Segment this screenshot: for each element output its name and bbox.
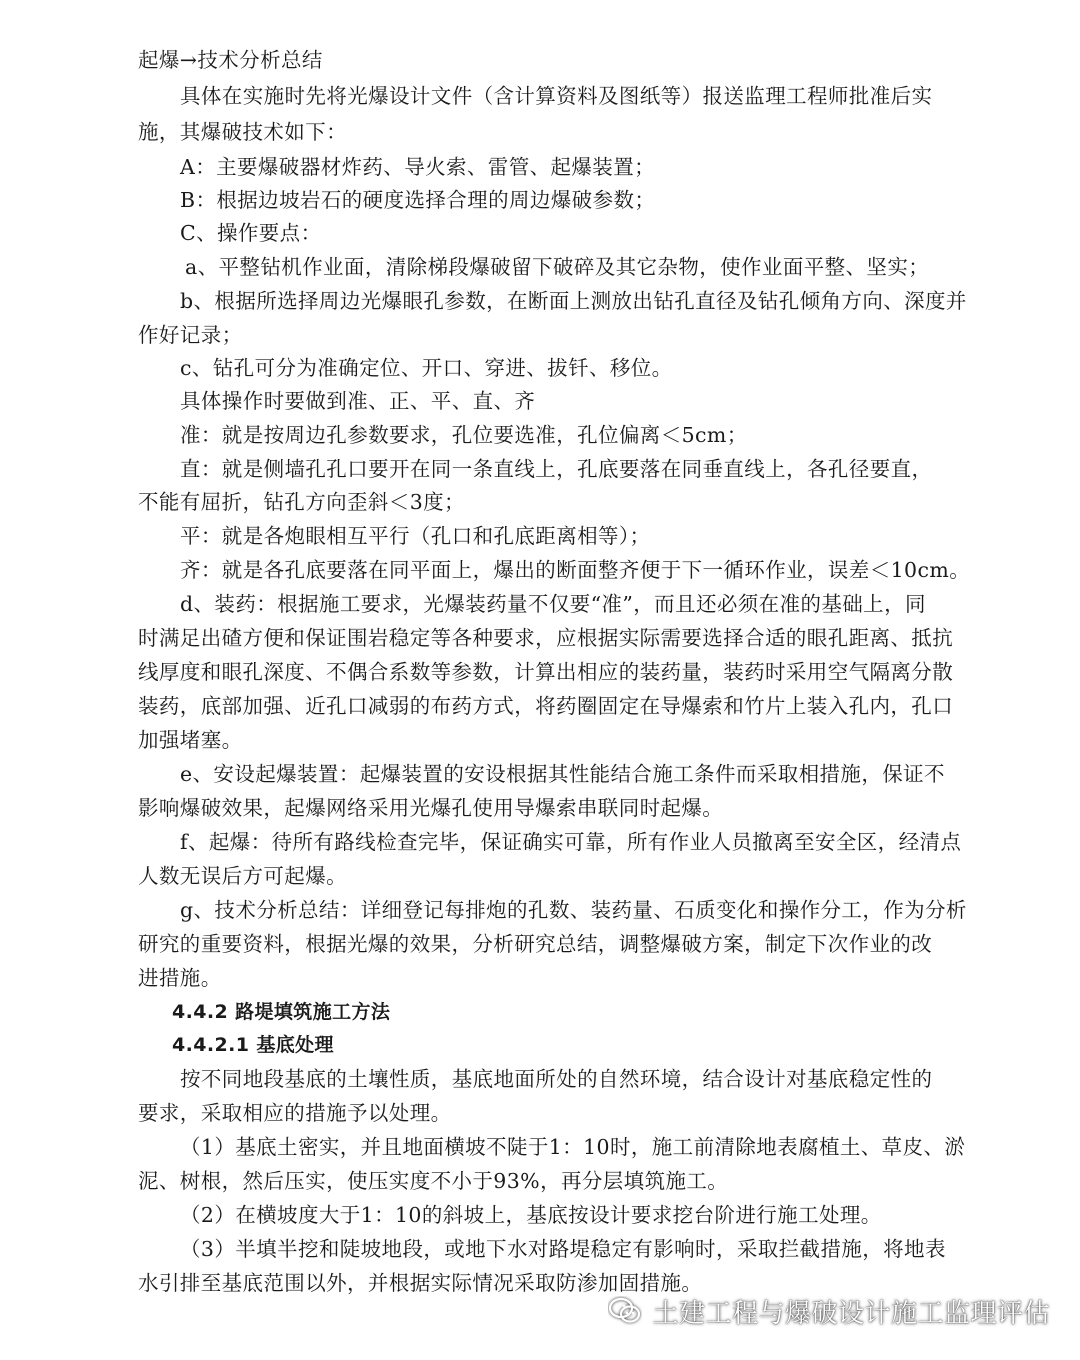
- text-line: 人数无误后方可起爆。: [138, 864, 347, 888]
- text-line: 施，其爆破技术如下：: [138, 120, 347, 144]
- text-line: 研究的重要资料，根据光爆的效果，分析研究总结，调整爆破方案，制定下次作业的改: [138, 932, 933, 956]
- text-line: C、操作要点：: [180, 221, 322, 245]
- text-line: B：根据边坡岩石的硬度选择合理的周边爆破参数；: [180, 188, 656, 212]
- text-line: 进措施。: [138, 966, 222, 990]
- text-line: A：主要爆破器材炸药、导火索、雷管、起爆装置；: [180, 155, 656, 179]
- text-line: 直：就是侧墙孔孔口要开在同一条直线上，孔底要落在同垂直线上，各孔径要直，: [180, 457, 933, 481]
- text-line: d、装药：根据施工要求，光爆装药量不仅要“准”，而且还必须在准的基础上，同: [180, 592, 926, 616]
- text-line: 时满足出碴方便和保证围岩稳定等各种要求，应根据实际需要选择合适的眼孔距离、抵抗: [138, 626, 954, 650]
- text-line: 准：就是按周边孔参数要求，孔位要选准，孔位偏离＜5cm；: [180, 423, 748, 447]
- text-line: b、根据所选择周边光爆眼孔参数，在断面上测放出钻孔直径及钻孔倾角方向、深度并: [180, 289, 967, 313]
- text-line: e、安设起爆装置：起爆装置的安设根据其性能结合施工条件而采取相措施，保证不: [180, 762, 945, 786]
- text-line: 平：就是各炮眼相互平行（孔口和孔底距离相等）；: [180, 524, 651, 548]
- text-line: 加强堵塞。: [138, 728, 243, 752]
- text-line: 起爆→技术分析总结: [138, 48, 323, 72]
- text-line: g、技术分析总结：详细登记每排炮的孔数、装药量、石质变化和操作分工，作为分析: [180, 898, 967, 922]
- text-line: a、平整钻机作业面，清除梯段爆破留下破碎及其它杂物，使作业面平整、坚实；: [185, 255, 930, 279]
- text-line: 装药，底部加强、近孔口减弱的布药方式，将药圈固定在导爆索和竹片上装入孔内，孔口: [138, 694, 954, 718]
- text-line: 线厚度和眼孔深度、不偶合系数等参数，计算出相应的装药量，装药时采用空气隔离分散: [138, 660, 954, 684]
- text-line: 水引排至基底范围以外，并根据实际情况采取防渗加固措施。: [138, 1271, 703, 1295]
- section-heading: 4.4.2 路堤填筑施工方法: [172, 1001, 391, 1023]
- text-line: （1）基底土密实，并且地面横坡不陡于1：10时，施工前清除地表腐植土、草皮、淤: [180, 1135, 966, 1159]
- wechat-icon: [608, 1296, 642, 1326]
- text-line: 要求，采取相应的措施予以处理。: [138, 1101, 452, 1125]
- text-line: c、钻孔可分为准确定位、开口、穿进、拔钎、移位。: [180, 356, 673, 380]
- text-line: 具体在实施时先将光爆设计文件（含计算资料及图纸等）报送监理工程师批准后实: [180, 84, 933, 108]
- text-line: 影响爆破效果，起爆网络采用光爆孔使用导爆索串联同时起爆。: [138, 796, 724, 820]
- watermark: [608, 1291, 1050, 1331]
- text-line: f、起爆：待所有路线检查完毕，保证确实可靠，所有作业人员撤离至安全区，经清点: [180, 830, 962, 854]
- watermark-text: 土建工程与爆破设计施工监理评估: [652, 1298, 1050, 1329]
- text-line: 齐：就是各孔底要落在同平面上，爆出的断面整齐便于下一循环作业，误差＜10cm。: [180, 558, 971, 582]
- text-line: 泥、树根，然后压实，使压实度不小于93%，再分层填筑施工。: [138, 1169, 729, 1193]
- text-line: （3）半填半挖和陡坡地段，或地下水对路堤稳定有影响时，采取拦截措施，将地表: [180, 1237, 946, 1261]
- text-line: 作好记录；: [138, 323, 243, 347]
- text-line: （2）在横坡度大于1：10的斜坡上，基底按设计要求挖台阶进行施工处理。: [180, 1203, 882, 1227]
- text-line: 不能有屈折，钻孔方向歪斜＜3度；: [138, 490, 465, 514]
- text-line: 按不同地段基底的土壤性质，基底地面所处的自然环境，结合设计对基底稳定性的: [180, 1067, 933, 1091]
- text-line: 具体操作时要做到准、正、平、直、齐: [180, 389, 536, 413]
- subsection-heading: 4.4.2.1 基底处理: [172, 1034, 334, 1056]
